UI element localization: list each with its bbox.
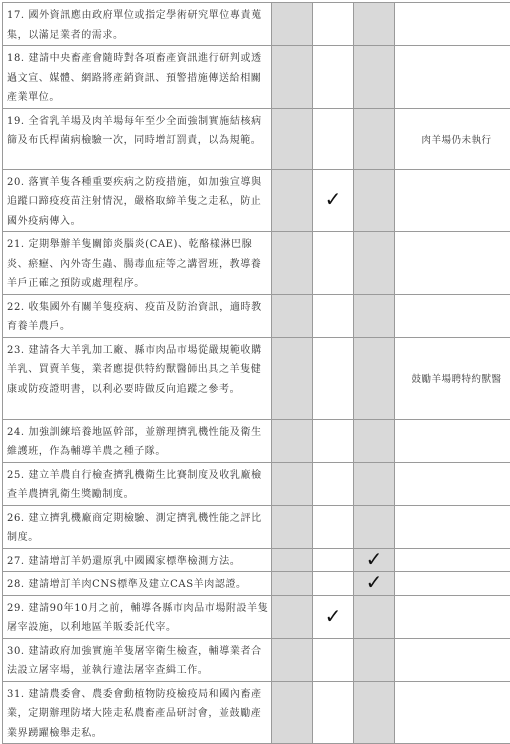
status-col-1	[272, 548, 313, 572]
status-col-3	[354, 294, 395, 337]
status-col-1	[272, 337, 313, 419]
item-text: 19. 全省乳羊場及肉羊場每年至少全面強制實施結核病篩及布氏桿菌病檢驗一次，同時增訂罰責，以為規範。	[7, 112, 269, 151]
status-col-3	[354, 337, 395, 419]
item-text: 22. 收集國外有關羊隻疫病、疫苗及防治資訊，適時教育養羊農戶。	[7, 298, 269, 337]
item-cell	[3, 169, 272, 232]
status-col-1	[272, 462, 313, 505]
status-col-2	[313, 3, 354, 46]
table-row	[3, 337, 510, 419]
status-col-3	[354, 3, 395, 46]
status-col-2	[313, 46, 354, 109]
status-col-3	[354, 681, 395, 744]
table-row	[3, 46, 510, 109]
item-cell	[3, 572, 272, 596]
table-row	[3, 681, 510, 744]
status-col-2	[313, 462, 354, 505]
status-col-3	[354, 548, 395, 572]
note-cell	[395, 572, 510, 596]
status-col-2	[313, 108, 354, 169]
status-col-3	[354, 595, 395, 638]
status-col-3	[354, 638, 395, 681]
status-col-2	[313, 681, 354, 744]
table-row	[3, 462, 510, 505]
status-col-2	[313, 638, 354, 681]
item-text: 25. 建立羊農自行檢查擠乳機衛生比賽制度及收乳廠檢查羊農擠乳衛生獎勵制度。	[7, 466, 269, 505]
item-text: 17. 國外資訊應由政府單位或指定學術研究單位專責蒐集，以滿足業者的需求。	[7, 6, 269, 45]
status-col-3	[354, 169, 395, 232]
item-text: 28. 建請增訂羊肉CNS標準及建立CAS羊肉認證。	[7, 575, 269, 595]
note-cell	[395, 595, 510, 638]
status-col-3	[354, 108, 395, 169]
item-cell	[3, 46, 272, 109]
item-text: 23. 建請各大羊乳加工廠、縣市肉品市場從嚴規範收購羊乳、買賣羊隻，業者應提供特約獸醫師出具之羊隻健康或防疫證明書，以利必要時做反向追蹤之參考。	[7, 341, 269, 400]
item-text: 30. 建請政府加強實施羊隻屠宰衛生檢查，輔導業者合法設立屠宰場，並執行違法屠宰查緝工作。	[7, 642, 269, 681]
status-col-3	[354, 572, 395, 596]
item-cell	[3, 337, 272, 419]
note-cell	[395, 462, 510, 505]
status-col-1	[272, 681, 313, 744]
item-text: 24. 加強訓練培養地區幹部，並辦理擠乳機性能及衛生維護班，作為輔導羊農之種子隊。	[7, 423, 269, 462]
note-cell	[395, 294, 510, 337]
note-cell	[395, 505, 510, 548]
note-text: 肉羊場仍未執行	[421, 135, 491, 146]
item-text: 26. 建立擠乳機廠商定期檢驗、測定擠乳機性能之評比制度。	[7, 509, 269, 548]
status-col-1	[272, 572, 313, 596]
table-row	[3, 232, 510, 295]
note-cell	[395, 46, 510, 109]
item-cell	[3, 3, 272, 46]
note-cell	[395, 419, 510, 462]
status-col-2	[313, 232, 354, 295]
item-cell	[3, 548, 272, 572]
note-cell	[395, 548, 510, 572]
note-cell	[395, 169, 510, 232]
note-cell	[395, 337, 510, 419]
item-text: 29. 建請90年10月之前，輔導各縣市肉品市場附設羊隻屠宰設施，以利地區羊販委託代宰。	[7, 599, 269, 638]
checkmark-icon: ✓	[325, 187, 342, 211]
status-col-2	[313, 419, 354, 462]
status-col-1	[272, 169, 313, 232]
note-cell	[395, 3, 510, 46]
table-row	[3, 572, 510, 596]
status-col-1	[272, 638, 313, 681]
checkmark-icon: ✓	[325, 604, 342, 628]
item-cell	[3, 681, 272, 744]
status-col-3	[354, 462, 395, 505]
status-col-3	[354, 419, 395, 462]
table-row	[3, 419, 510, 462]
status-col-1	[272, 46, 313, 109]
item-text: 27. 建請增訂羊奶還原乳中國國家標準檢測方法。	[7, 552, 269, 572]
table-row	[3, 3, 510, 46]
table-row	[3, 638, 510, 681]
table-row	[3, 505, 510, 548]
note-text: 鼓勵羊場聘特約獸醫	[411, 374, 501, 385]
status-col-1	[272, 595, 313, 638]
item-text: 21. 定期舉辦羊隻關節炎腦炎(CAE)、乾酪樣淋巴腺炎、瘀癧、內外寄生蟲、腸毒血症等之講習班，教導養羊戶正確之預防或處理程序。	[7, 235, 269, 294]
table-row	[3, 169, 510, 232]
table-row	[3, 108, 510, 169]
table-row	[3, 294, 510, 337]
checkmark-icon: ✓	[366, 570, 383, 594]
note-cell	[395, 681, 510, 744]
item-text: 18. 建請中央畜產會隨時對各項畜產資訊進行研判或透過文宣、媒體、網路將產銷資訊、預警措施傳送給相關產業單位。	[7, 49, 269, 108]
status-col-3	[354, 505, 395, 548]
item-cell	[3, 232, 272, 295]
status-col-1	[272, 108, 313, 169]
measures-table-wrapper	[2, 2, 507, 744]
item-cell	[3, 108, 272, 169]
table-row	[3, 548, 510, 572]
status-col-1	[272, 3, 313, 46]
item-cell	[3, 595, 272, 638]
item-cell	[3, 638, 272, 681]
item-cell	[3, 419, 272, 462]
status-col-1	[272, 294, 313, 337]
measures-table	[2, 2, 510, 744]
status-col-2	[313, 337, 354, 419]
item-cell	[3, 294, 272, 337]
status-col-2	[313, 505, 354, 548]
item-text: 20. 落實羊隻各種重要疾病之防疫措施，如加強宣導與追蹤口蹄疫疫苗注射情況，嚴格取締羊隻之走私，防止國外疫病傳入。	[7, 173, 269, 232]
item-text: 31. 建請農委會、農委會動植物防疫檢疫局和國內畜產業，定期辦理防堵大陸走私農畜產品研討會，並鼓勵產業界踴躍檢舉走私。	[7, 685, 269, 744]
status-col-3	[354, 232, 395, 295]
table-row	[3, 595, 510, 638]
status-col-2	[313, 548, 354, 572]
status-col-2	[313, 169, 354, 232]
note-cell	[395, 638, 510, 681]
status-col-1	[272, 419, 313, 462]
note-cell	[395, 108, 510, 169]
status-col-2	[313, 294, 354, 337]
status-col-3	[354, 46, 395, 109]
checkmark-icon: ✓	[366, 547, 383, 571]
status-col-2	[313, 572, 354, 596]
item-cell	[3, 462, 272, 505]
status-col-1	[272, 505, 313, 548]
note-cell	[395, 232, 510, 295]
status-col-2	[313, 595, 354, 638]
item-cell	[3, 505, 272, 548]
status-col-1	[272, 232, 313, 295]
